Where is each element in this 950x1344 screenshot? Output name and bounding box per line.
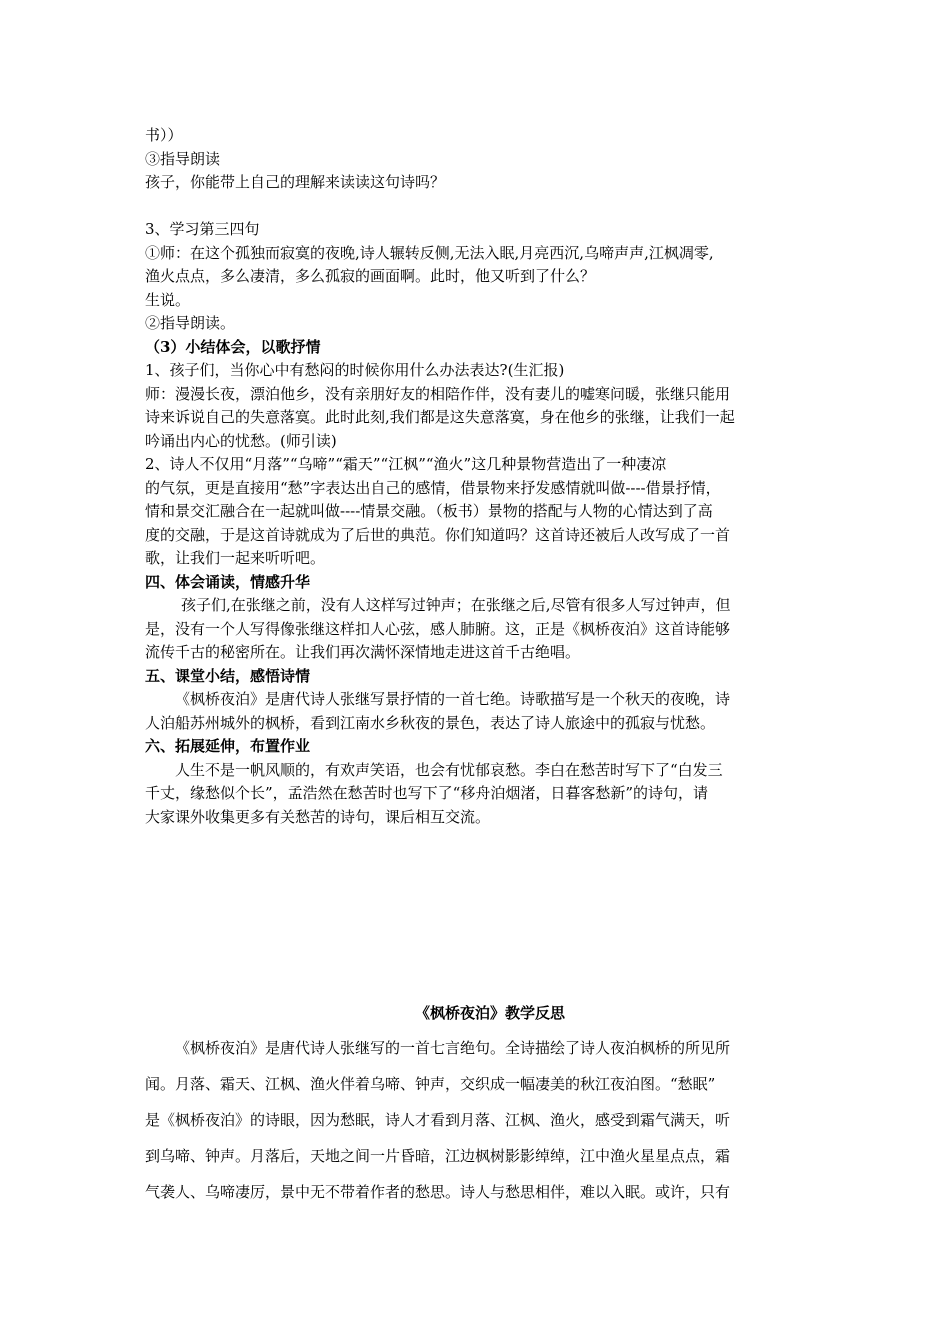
text-line: 是《枫桥夜泊》的诗眼，因为愁眠，诗人才看到月落、江枫、渔火，感受到霜气满天，听: [145, 1111, 731, 1129]
text-line: 到乌啼、钟声。月落后，天地之间一片昏暗，江边枫树影影绰绰，江中渔火星星点点，霜: [145, 1147, 731, 1165]
text-line: 诗来诉说自己的失意落寞。此时此刻,我们都是这失意落寞，身在他乡的张继，让我们一起: [145, 408, 735, 426]
section-heading: 四、体会诵读，情感升华: [145, 572, 311, 591]
section-heading: 六、拓展延伸，布置作业: [145, 737, 311, 755]
text-line: 孩子们,在张继之前，没有人这样写过钟声；在张继之后,尽管有很多人写过钟声，但: [181, 596, 731, 614]
text-line: 歌，让我们一起来听听吧。: [145, 549, 326, 567]
text-line: ③指导朗读: [145, 149, 221, 168]
text-line: 书））: [145, 126, 183, 144]
text-line: 2、诗人不仅用“月落”“乌啼”“霜天”“江枫”“渔火”这几种景物营造出了一种凄凉: [145, 455, 667, 473]
reflection-section: [145, 1002, 815, 1210]
text-line: 生说。: [145, 290, 191, 309]
text-line: 《枫桥夜泊》是唐代诗人张继写景抒情的一首七绝。诗歌描写是一个秋天的夜晚，诗: [175, 690, 731, 708]
text-line: 师：漫漫长夜，漂泊他乡，没有亲朋好友的相陪作伴，没有妻儿的嘘寒问暖，张继只能用: [145, 384, 731, 403]
section-heading: 五、课堂小结，感悟诗情: [145, 666, 311, 685]
text-line: 人泊船苏州城外的枫桥，看到江南水乡秋夜的景色，表达了诗人旅途中的孤寂与忧愁。: [145, 713, 716, 732]
text-line: ①师：在这个孤独而寂寞的夜晚,诗人辗转反侧,无法入眠,月亮西沉,乌啼声声,江枫凋零,: [145, 243, 714, 262]
text-line: 渔火点点，多么凄清，多么孤寂的画面啊。此时，他又听到了什么？: [145, 267, 596, 285]
subsection-heading: （3）小结体会，以歌抒情: [145, 337, 321, 356]
text-line: 人生不是一帆风顺的，有欢声笑语，也会有忧郁哀愁。李白在愁苦时写下了“白发三: [175, 760, 723, 779]
text-line: 流传千古的秘密所在。让我们再次满怀深情地走进这首千古绝唱。: [145, 643, 581, 661]
blank-line: [145, 195, 815, 219]
text-line: 大家课外收集更多有关愁苦的诗句，课后相互交流。: [145, 807, 491, 826]
text-line: ②指导朗读。: [145, 314, 236, 332]
lesson-plan-section: [145, 124, 815, 829]
reflection-title: 《枫桥夜泊》教学反思: [414, 1004, 565, 1022]
text-line: 孩子，你能带上自己的理解来读读这句诗吗？: [145, 173, 446, 191]
text-line: 吟诵出内心的忧愁。(师引读): [145, 431, 337, 450]
text-line: 1、孩子们，当你心中有愁闷的时候你用什么办法表达?(生汇报): [145, 361, 565, 379]
step-heading: 3、学习第三四句: [145, 220, 260, 238]
reflection-body: [145, 1030, 815, 1210]
text-line: 《枫桥夜泊》是唐代诗人张继写的一首七言绝句。全诗描绘了诗人夜泊枫桥的所见所: [175, 1039, 731, 1057]
text-line: 情和景交汇融合在一起就叫做----情景交融。（板书）景物的搭配与人物的心情达到了高: [145, 502, 713, 520]
text-line: 气袭人、乌啼凄厉，景中无不带着作者的愁思。诗人与愁思相伴，难以入眠。或许，只有: [145, 1183, 731, 1201]
text-line: 的气氛，更是直接用“愁”字表达出自己的感情，借景物来抒发感情就叫做----借景抒情，: [145, 478, 721, 497]
text-line: 度的交融，于是这首诗就成为了后世的典范。你们知道吗？这首诗还被后人改写成了一首: [145, 525, 731, 544]
text-line: 闻。月落、霜天、江枫、渔火伴着乌啼、钟声，交织成一幅凄美的秋江夜泊图。“愁眠”: [145, 1075, 716, 1093]
text-line: 是，没有一个人写得像张继这样扣人心弦，感人肺腑。这，正是《枫桥夜泊》这首诗能够: [145, 619, 731, 638]
text-line: 千丈，缘愁似个长”，孟浩然在愁苦时也写下了“移舟泊烟渚，日暮客愁新”的诗句，请: [145, 784, 709, 802]
